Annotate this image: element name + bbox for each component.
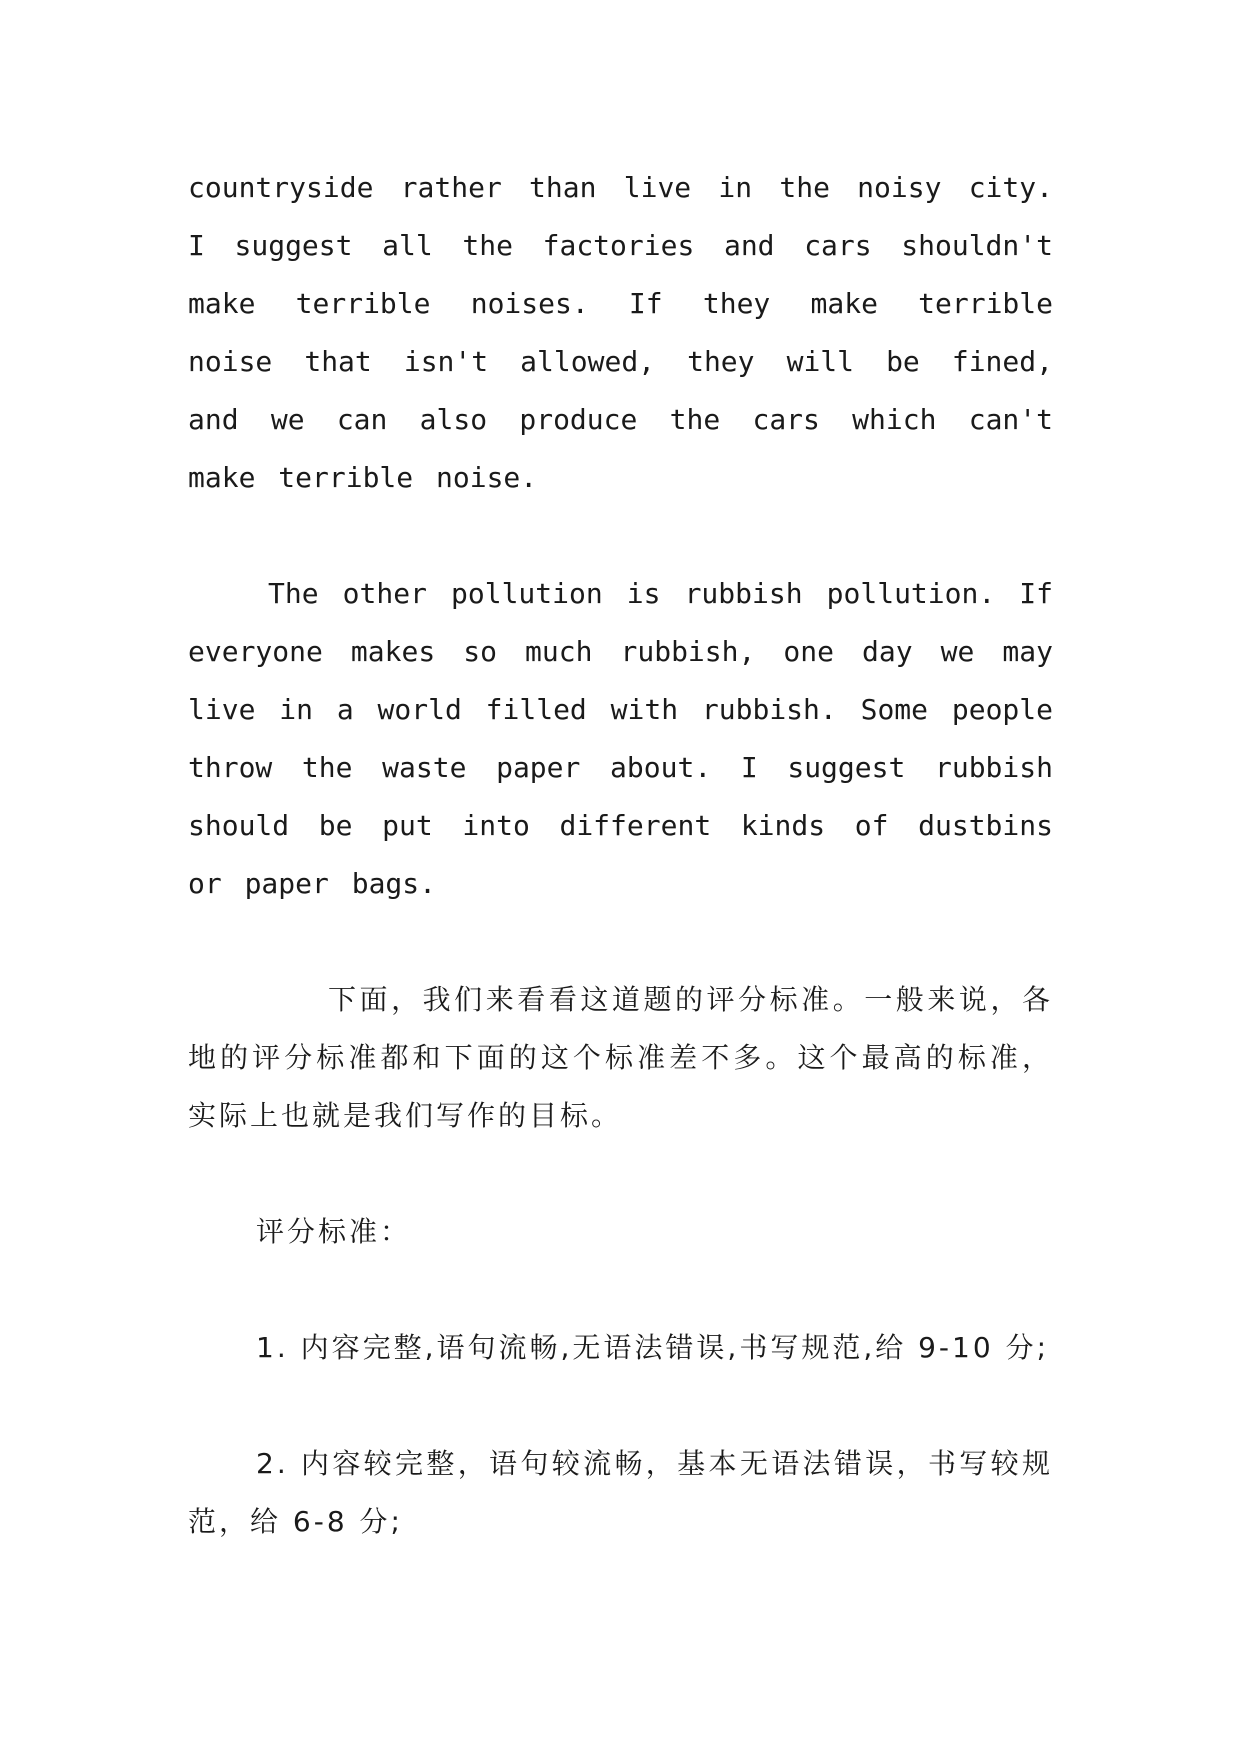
scoring-criterion-1: 1. 内容完整,语句流畅,无语法错误,书写规范,给 9-10 分; — [256, 1331, 1050, 1364]
document-body — [188, 159, 1053, 1551]
paragraph-scoring-intro: 下面，我们来看看这道题的评分标准。一般来说，各地的评分标准都和下面的这个标准差不多。这个最高的标准，实际上也就是我们写作的目标。 — [188, 983, 1053, 1132]
paragraph-noise-pollution: countryside rather than live in the noisy city. I suggest all the factories and cars shouldn't make terrible noises. If they make terrible noise that isn't allowed, they will be fined, and we can also produce the cars which can't make terrible noise. — [188, 171, 1053, 494]
scoring-criterion-2: 2. 内容较完整，语句较流畅，基本无语法错误，书写较规范，给 6-8 分; — [188, 1447, 1053, 1538]
scoring-criteria-heading: 评分标准： — [256, 1215, 412, 1248]
paragraph-rubbish-pollution: The other pollution is rubbish pollution. If everyone makes so much rubbish, one day we may live in a world filled with rubbish. Some people throw the waste paper about. I suggest rubbish should be put into different kinds of dustbins or paper bags. — [188, 577, 1053, 900]
